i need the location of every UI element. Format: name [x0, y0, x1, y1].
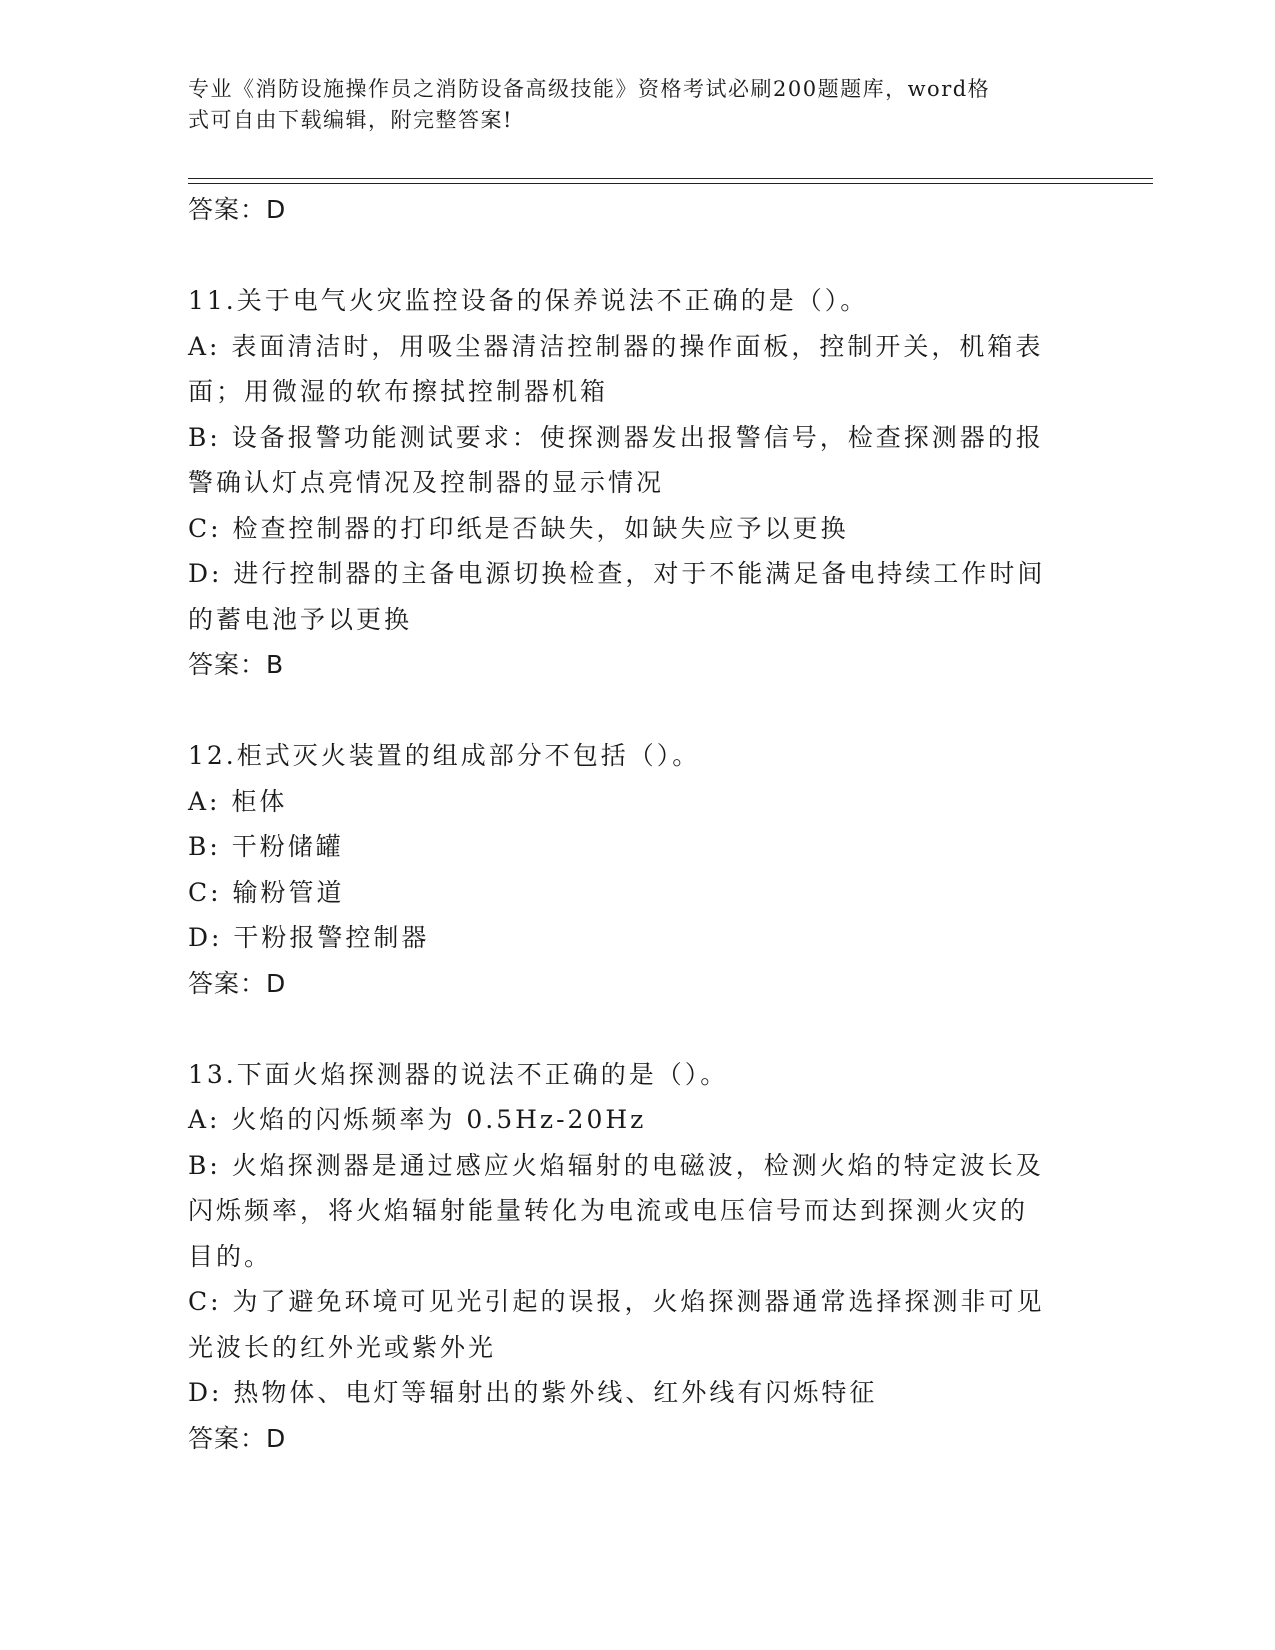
option-c-cont: 光波长的红外光或紫外光: [188, 1332, 497, 1362]
option-d: D: 热物体、电灯等辐射出的紫外线、红外线有闪烁特征: [188, 1378, 878, 1407]
option-c: C: 输粉管道: [188, 877, 345, 907]
option-b-cont-2: 目的。: [188, 1241, 273, 1271]
spacer: [188, 1006, 1093, 1052]
question-stem: 12.柜式灭火装置的组成部分不包括（）。: [188, 741, 701, 770]
option-a: A: 火焰的闪烁频率为 0.5Hz-20Hz: [188, 1105, 647, 1134]
option-b: B: 火焰探测器是通过感应火焰辐射的电磁波，检测火焰的特定波长及: [188, 1150, 1044, 1180]
question-13: [188, 1052, 1093, 1462]
question-stem: 11.关于电气火灾监控设备的保养说法不正确的是（）。: [188, 286, 869, 315]
question-12: [188, 733, 1093, 1006]
answer-previous: 答案：D: [188, 195, 287, 224]
option-d-cont: 的蓄电池予以更换: [188, 604, 413, 634]
option-d: D: 进行控制器的主备电源切换检查，对于不能满足备电持续工作时间: [188, 559, 1046, 588]
header-rule-top: [188, 178, 1153, 179]
document-body: [188, 187, 1093, 1461]
option-b: B: 干粉储罐: [188, 832, 344, 861]
header-line-1: 专业《消防设施操作员之消防设备高级技能》资格考试必刷200题题库，word格: [188, 77, 991, 101]
option-b: B: 设备报警功能测试要求：使探测器发出报警信号，检查探测器的报: [188, 422, 1044, 452]
option-a: A: 柜体: [188, 786, 288, 816]
spacer: [188, 233, 1093, 279]
header-line-2: 式可自由下载编辑，附完整答案!: [188, 108, 513, 132]
question-answer: 答案：D: [188, 1423, 287, 1453]
option-b-cont: 闪烁频率，将火焰辐射能量转化为电流或电压信号而达到探测火灾的: [188, 1196, 1029, 1225]
option-b-cont: 警确认灯点亮情况及控制器的显示情况: [188, 468, 665, 497]
option-c: C: 检查控制器的打印纸是否缺失，如缺失应予以更换: [188, 513, 849, 543]
question-11: [188, 278, 1093, 688]
question-stem: 13.下面火焰探测器的说法不正确的是（）。: [188, 1059, 729, 1089]
document-header: [188, 74, 1068, 136]
option-c: C: 为了避免环境可见光引起的误报，火焰探测器通常选择探测非可见: [188, 1287, 1045, 1316]
option-a-cont: 面；用微湿的软布擦拭控制器机箱: [188, 377, 609, 406]
header-rule-bottom: [188, 183, 1153, 184]
question-answer: 答案：D: [188, 968, 287, 998]
question-answer: 答案：B: [188, 650, 285, 679]
spacer: [188, 688, 1093, 734]
option-a: A: 表面清洁时，用吸尘器清洁控制器的操作面板，控制开关，机箱表: [188, 331, 1044, 361]
option-d: D: 干粉报警控制器: [188, 923, 430, 952]
